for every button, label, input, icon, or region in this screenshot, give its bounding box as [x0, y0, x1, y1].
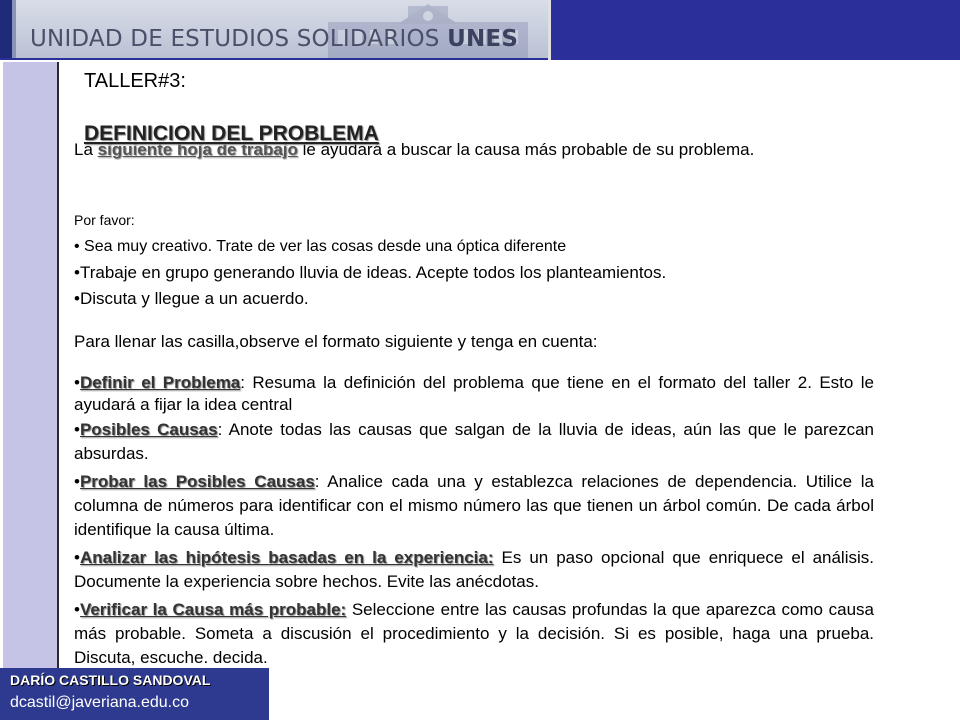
instruction-item: • Sea muy creativo. Trate de ver las cosas desde una óptica diferente — [74, 238, 567, 255]
please-label: Por favor: — [74, 212, 135, 228]
step-analizar-hipotesis — [74, 546, 874, 594]
intro-prefix: La — [74, 140, 98, 159]
workshop-label: TALLER#3: — [84, 70, 186, 92]
header-title-bold: UNES — [447, 26, 519, 52]
step-definir — [74, 372, 874, 416]
fill-instructions: Para llenar las casilla,observe el formato siguiente y tenga en cuenta: — [74, 332, 598, 351]
step-posibles-causas — [74, 418, 874, 466]
step-text: : Anote todas las causas que salgan de la lluvia de ideas, aún las que le parezcan absurdas. — [74, 420, 874, 463]
step-text: : Analice cada una y establezca relaciones de dependencia. Utilice la columna de números para identificar con el mismo número las que tienen un árbol común. De cada árbol identifique la causa última. — [74, 472, 874, 539]
step-bullet: • — [74, 600, 80, 619]
step-bullet: • — [74, 548, 80, 567]
author-name: DARÍO CASTILLO SANDOVAL — [10, 672, 211, 688]
step-term: Analizar las hipótesis basadas en la experiencia: — [79, 548, 494, 567]
step-probar-causas — [74, 470, 874, 542]
author-block — [0, 668, 269, 720]
slide-heading: DEFINICION DEL PROBLEMA — [84, 122, 379, 145]
step-term: Posibles Causas — [79, 420, 218, 439]
instruction-item: •Discuta y llegue a un acuerdo. — [74, 289, 309, 308]
header-title — [30, 26, 518, 52]
step-text: Es un paso opcional que enriquece el análisis. Documente la experiencia sobre hechos. Evite las anécdotas. — [74, 548, 874, 591]
step-text: Seleccione entre las causas profundas la que aparezca como causa más probable. Someta a discusión el procedimiento y la decisión. Si es posible, haga una prueba. Discuta, escuche. decida. — [74, 600, 874, 667]
intro-term: siguiente hoja de trabajo — [97, 140, 298, 159]
step-bullet: • — [74, 420, 80, 439]
step-verificar-causa — [74, 598, 874, 670]
step-term: Definir el Problema — [79, 373, 241, 392]
header-banner — [0, 0, 548, 60]
instruction-list — [74, 234, 874, 312]
step-bullet: • — [74, 472, 80, 491]
step-term: Probar las Posibles Causas — [79, 472, 315, 491]
header-accent-block — [548, 0, 960, 60]
header-stripe — [0, 0, 12, 60]
step-text: : Resuma la definición del problema que tiene en el formato del taller 2. Esto le ayudará a fijar la idea central — [74, 373, 874, 414]
step-bullet: • — [74, 373, 80, 392]
step-term: Verificar la Causa más probable: — [79, 600, 347, 619]
header-stripe-secondary — [12, 0, 16, 60]
author-email: dcastil@javeriana.edu.co — [10, 694, 190, 711]
left-sidebar — [3, 62, 59, 720]
header-title-regular: UNIDAD DE ESTUDIOS SOLIDARIOS — [30, 26, 448, 52]
header-underline — [0, 58, 548, 60]
instruction-item: •Trabaje en grupo generando lluvia de ideas. Acepte todos los planteamientos. — [74, 263, 667, 282]
intro-rest: le ayudará a buscar la causa más probable de su problema. — [297, 140, 755, 159]
